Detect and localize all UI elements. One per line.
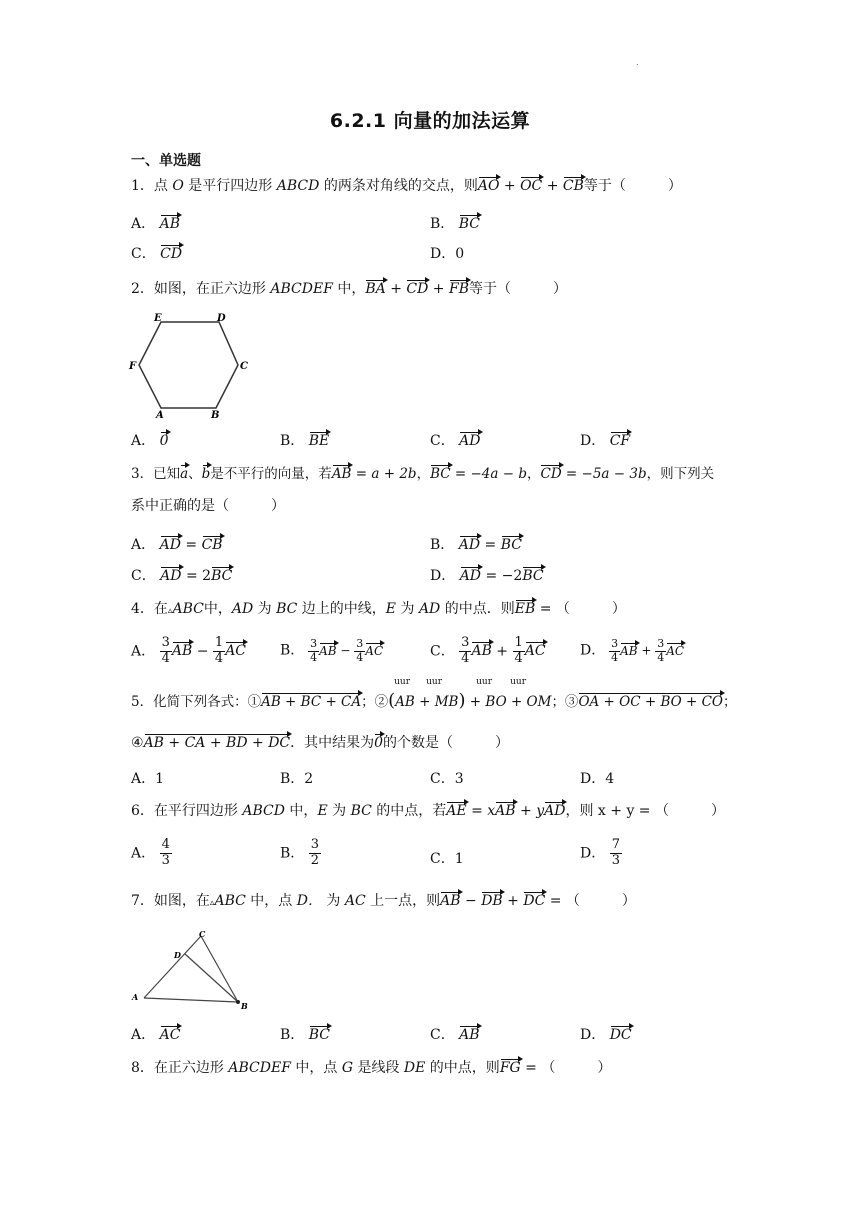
vector-cd: CD xyxy=(540,466,562,482)
comma: ， xyxy=(416,466,431,482)
vector-a: a xyxy=(180,466,189,482)
option-label: A． xyxy=(131,537,156,553)
segment-ad: AD xyxy=(231,601,254,617)
question-8 xyxy=(131,1057,611,1077)
q5-text: 化简下列各式：① xyxy=(153,694,262,710)
point-g: G xyxy=(341,1060,353,1076)
q7-text: 上一点，则 xyxy=(365,893,441,909)
q3-text: ，则下列关 xyxy=(646,466,715,482)
point-e: E xyxy=(317,803,328,819)
equals: = xyxy=(180,537,202,553)
vector-ab: AB xyxy=(459,1027,480,1043)
q2-option-c[interactable] xyxy=(430,430,481,450)
vector-b: b xyxy=(201,466,211,482)
option-label: C． xyxy=(430,433,455,449)
option-label: D． xyxy=(580,1027,606,1043)
q4-option-b[interactable]: B． $\frac{3}{4}$ AB − $\frac{3}{4}$ AC xyxy=(280,637,384,664)
triangle-figure xyxy=(128,928,258,1014)
q6-shape: ABCD xyxy=(242,803,285,819)
fraction: $\frac{3}{4}$ xyxy=(611,637,619,664)
q1-text: 点 xyxy=(153,178,173,194)
q5-option-c[interactable]: C．3 xyxy=(430,771,464,787)
vector-ab: AB xyxy=(159,216,180,232)
vector-bc: BC xyxy=(430,466,451,482)
q1-text: 的两条对角线的交点，则 xyxy=(319,178,478,194)
vector-ab: AB xyxy=(331,466,352,482)
q8-number: 8． xyxy=(131,1060,154,1076)
q5-expr-3: OA + OC + BO + CO xyxy=(578,694,723,710)
segment-ad: AD xyxy=(418,601,441,617)
vector-bc: BC xyxy=(211,568,233,584)
option-label: B． xyxy=(280,845,305,862)
q1-option-b[interactable] xyxy=(430,213,480,233)
option-label: D． xyxy=(430,568,456,584)
label-d: D xyxy=(217,313,226,324)
vector-dc: DC xyxy=(523,893,546,909)
question-4 xyxy=(131,598,626,618)
vector-ac: AC xyxy=(365,643,384,658)
q7-text: 中，点 xyxy=(245,893,297,909)
equals: = −2 xyxy=(481,568,523,584)
q5-text: ；② xyxy=(361,694,389,710)
q7-option-a[interactable] xyxy=(131,1024,180,1044)
vector-ab: AB xyxy=(471,643,492,660)
vector-fg: FG xyxy=(499,1060,521,1076)
fraction: $\frac{3}{4}$ xyxy=(461,635,470,666)
q2-text: 等于（ ） xyxy=(469,281,567,297)
option-label: B． xyxy=(430,537,455,553)
q1-number: 1． xyxy=(131,178,154,194)
q1-option-d[interactable] xyxy=(430,243,464,263)
fraction: $\frac{1}{4}$ xyxy=(214,635,224,666)
question-6 xyxy=(131,800,725,820)
option-label: A． xyxy=(131,433,156,449)
q5-text: 的个数是（ ） xyxy=(383,735,510,751)
option-label: A． xyxy=(131,845,156,862)
triangle-name: ABC xyxy=(214,893,246,909)
triangle-icon: ▵ xyxy=(167,606,173,616)
q7-option-d[interactable] xyxy=(580,1024,632,1044)
q4-option-a[interactable]: A． $\frac{3}{4}$ AB − $\frac{1}{4}$ AC xyxy=(131,635,247,666)
zero-vector: 0 xyxy=(159,433,169,449)
vector-ab: AB xyxy=(319,643,337,658)
vector-ac: AC xyxy=(524,643,546,660)
q5-expr-4: AB + CA + BD + DC xyxy=(143,735,291,751)
vector-ae: AE xyxy=(446,803,467,819)
q1-shape: ABCD xyxy=(276,178,320,194)
q7-text: = （ ） xyxy=(545,893,636,909)
vector-cf: CF xyxy=(609,433,631,449)
vector-bc: BC xyxy=(500,537,522,553)
question-7: 7．如图，在▵ABC 中，点 D． 为 AC 上一点，则AB − DB + DC = （ ） xyxy=(131,893,636,909)
q2-text: 如图，在正六边形 xyxy=(153,281,271,297)
fraction: $\frac{1}{4}$ xyxy=(514,635,523,666)
segment-cb-line xyxy=(201,936,238,1002)
vector-ac: AC xyxy=(159,1027,181,1043)
uur-artifact: uur xyxy=(426,677,443,687)
fraction: $\frac{3}{4}$ xyxy=(657,637,665,664)
q4-text: 中， xyxy=(203,601,232,617)
vector-ba: BA xyxy=(365,281,386,297)
vector-ad: AD xyxy=(458,537,481,553)
q4-option-c[interactable]: C． $\frac{3}{4}$ AB + $\frac{1}{4}$ AC xyxy=(430,635,546,666)
q1-option-a[interactable] xyxy=(131,213,180,233)
question-3-line2: 系中正确的是（ ） xyxy=(131,498,285,514)
vector-be: BE xyxy=(308,433,330,449)
section-heading: 一、单选题 xyxy=(131,153,201,169)
q5-expr-1: AB + BC + CA xyxy=(261,694,362,710)
option-label: C． xyxy=(131,568,156,584)
vector-bc: BC xyxy=(522,568,544,584)
q8-text: = （ ） xyxy=(520,1060,612,1076)
q5-expr-2b: + BO + OM xyxy=(465,694,552,710)
segment-db-line xyxy=(185,954,238,1002)
segment-bc: BC xyxy=(276,601,298,617)
uur-artifact: uur xyxy=(394,677,411,687)
question-3 xyxy=(131,462,714,482)
zero-vector: 0 xyxy=(374,735,384,751)
q8-shape: ABCDEF xyxy=(228,1060,291,1076)
equals: = xyxy=(351,466,372,482)
q2-option-b[interactable] xyxy=(280,430,329,450)
q1-text: 等于（ ） xyxy=(583,178,682,194)
option-label: D． xyxy=(580,845,606,862)
option-label: B． xyxy=(280,433,305,449)
q5-option-b[interactable]: B．2 xyxy=(280,771,314,787)
q5-text: ； xyxy=(722,694,737,710)
header-mark: . xyxy=(636,58,639,67)
q6-text: 的中点，若 xyxy=(371,803,447,819)
vector-ad: AD xyxy=(544,803,566,819)
vector-dc: DC xyxy=(609,1027,632,1043)
label-b: B xyxy=(241,1001,248,1011)
q5-number: 5． xyxy=(131,694,154,710)
q7-text: 如图，在 xyxy=(153,893,210,909)
q5-text: ④ xyxy=(131,735,144,751)
q3-text: 3．已知 xyxy=(131,466,181,482)
q3-term: = −4a − b xyxy=(450,466,527,482)
vector-ab: AB xyxy=(440,893,461,909)
vector-oc: OC xyxy=(520,178,543,194)
q8-text: 是线段 xyxy=(353,1060,404,1076)
q4-number: 4． xyxy=(131,601,154,617)
fraction: $\frac{4}{3}$ xyxy=(161,837,170,868)
q7-option-c[interactable] xyxy=(430,1024,480,1044)
segment-ab-line xyxy=(144,998,238,1002)
q5-text: ．其中结果为 xyxy=(290,735,375,751)
label-a: A xyxy=(132,992,139,1002)
option-label: D．0 xyxy=(430,246,465,262)
label-e: E xyxy=(154,313,162,324)
q6-number: 6． xyxy=(131,803,154,819)
vector-ac: AC xyxy=(666,643,685,658)
point-e: E xyxy=(385,601,397,617)
q5-expr-2a: AB + MB xyxy=(395,694,459,710)
question-1 xyxy=(131,175,682,195)
plus-sign: + xyxy=(542,178,563,194)
equals: = 2 xyxy=(181,568,212,584)
option-label: A． xyxy=(131,1027,156,1043)
q3-term: a + 2b xyxy=(371,466,417,482)
q1-text: 是平行四边形 xyxy=(183,178,277,194)
option-label: C． xyxy=(430,1027,455,1043)
q6-option-a[interactable] xyxy=(131,838,172,869)
q4-option-d[interactable]: D． $\frac{3}{4}$ AB + $\frac{3}{4}$ AC xyxy=(580,637,685,664)
q6-text: 中， xyxy=(284,803,318,819)
vector-ab: AB xyxy=(171,643,193,660)
q2-shape: ABCDEF xyxy=(270,281,333,297)
vector-cb: CB xyxy=(562,178,584,194)
q2-option-d[interactable] xyxy=(580,430,630,450)
option-label: D． xyxy=(580,642,606,659)
q6-term: + y xyxy=(515,803,545,819)
triangle-name: ABC xyxy=(172,601,204,617)
q4-text: 的中点．则 xyxy=(440,601,515,617)
vector-bc: BC xyxy=(308,1027,331,1043)
segment-de: DE xyxy=(403,1060,426,1076)
q3-text: 、 xyxy=(188,466,202,482)
q4-text: 为 xyxy=(396,601,419,617)
q3-text: 是不平行的向量，若 xyxy=(210,466,332,482)
q4-text: = （ ） xyxy=(535,601,626,617)
triangle-icon: ▵ xyxy=(209,898,215,908)
q1-point-o: O xyxy=(172,178,184,194)
label-d: D xyxy=(174,950,181,960)
fraction: $\frac{3}{2}$ xyxy=(310,837,320,868)
q6-option-c[interactable]: C．1 xyxy=(430,851,464,867)
q6-text: 为 xyxy=(327,803,351,819)
option-label: B． xyxy=(280,1027,305,1043)
vector-bc: BC xyxy=(458,216,481,232)
fraction: $\frac{7}{3}$ xyxy=(611,837,620,868)
q3-term: = −5a − 3b xyxy=(561,466,647,482)
q6-text: 在平行四边形 xyxy=(153,803,243,819)
q3-option-c[interactable] xyxy=(131,565,232,585)
q4-text: 为 xyxy=(253,601,277,617)
q4-text: 在 xyxy=(153,601,168,617)
question-5-line2 xyxy=(131,732,509,752)
vector-ad: AD xyxy=(159,537,181,553)
vector-ab: AB xyxy=(495,803,516,819)
label-b: B xyxy=(211,410,220,420)
option-label: D． xyxy=(580,433,606,449)
q2-number: 2． xyxy=(131,281,154,297)
option-label: A． xyxy=(131,216,156,232)
hexagon-shape xyxy=(139,322,238,408)
fraction: $\frac{3}{4}$ xyxy=(161,635,170,666)
q5-text: ；③ xyxy=(551,694,579,710)
vector-ac: AC xyxy=(225,643,247,660)
comma: ， xyxy=(526,466,541,482)
q2-option-a[interactable] xyxy=(131,430,169,450)
uur-artifact: uur xyxy=(510,677,527,687)
q3-option-a[interactable] xyxy=(131,534,223,554)
uur-artifact: uur xyxy=(476,677,493,687)
vector-ad: AD xyxy=(160,568,182,584)
q4-text: 边上的中线， xyxy=(297,601,386,617)
vector-cd: CD xyxy=(406,281,429,297)
q2-text: 中， xyxy=(332,281,366,297)
question-2: 2．如图，在正六边形 ABCDEF 中，BA + CD + FB等于（ ） xyxy=(131,281,567,297)
q5-expr-2: uur uur uur uur (AB + MB) + BO + OM xyxy=(388,677,552,711)
label-c: C xyxy=(240,361,248,372)
q7-number: 7． xyxy=(131,893,154,909)
label-f: F xyxy=(129,361,137,372)
vector-eb: EB xyxy=(514,601,536,617)
label-a: A xyxy=(156,410,164,420)
q3-option-b[interactable] xyxy=(430,534,522,554)
plus-sign: + xyxy=(499,178,521,194)
q1-option-c[interactable] xyxy=(131,243,182,263)
q6-option-d[interactable] xyxy=(580,838,622,869)
vector-db: DB xyxy=(481,893,503,909)
segment-ac: AC xyxy=(344,893,366,909)
vector-ab: AB xyxy=(620,643,638,658)
point-b-dot xyxy=(236,1000,240,1004)
option-label: A． xyxy=(131,643,156,660)
q8-text: 在正六边形 xyxy=(153,1060,229,1076)
vector-cd: CD xyxy=(160,246,183,262)
q5-option-d[interactable]: D．4 xyxy=(580,771,615,787)
q6-term: = x xyxy=(466,803,496,819)
point-d: D． xyxy=(296,893,322,909)
q8-text: 的中点，则 xyxy=(425,1060,500,1076)
q5-option-a[interactable]: A．1 xyxy=(131,771,165,787)
option-label: B． xyxy=(280,642,305,659)
q8-text: 中，点 xyxy=(290,1060,342,1076)
option-label: C． xyxy=(430,643,455,660)
label-c: C xyxy=(199,929,206,939)
q6-option-b[interactable] xyxy=(280,838,321,869)
q7-text: 为 xyxy=(321,893,345,909)
option-label: B． xyxy=(430,216,455,232)
segment-ac-line xyxy=(144,936,201,998)
page-title: 6.2.1 向量的加法运算 xyxy=(329,110,531,132)
segment-bc: BC xyxy=(350,803,372,819)
q6-text: ，则 x + y = （ ） xyxy=(565,803,725,819)
q3-option-d[interactable] xyxy=(430,565,544,585)
equals: = xyxy=(480,537,501,553)
hexagon-figure xyxy=(125,308,255,420)
fraction: $\frac{3}{4}$ xyxy=(356,637,364,664)
vector-ad: AD xyxy=(459,568,482,584)
option-label: C． xyxy=(131,246,156,262)
fraction: $\frac{3}{4}$ xyxy=(310,637,318,664)
vector-ao: AO xyxy=(477,178,500,194)
vector-cb: CB xyxy=(201,537,223,553)
vector-ad: AD xyxy=(459,433,481,449)
question-5 xyxy=(131,677,737,711)
vector-fb: FB xyxy=(448,281,469,297)
q7-option-b[interactable] xyxy=(280,1024,330,1044)
